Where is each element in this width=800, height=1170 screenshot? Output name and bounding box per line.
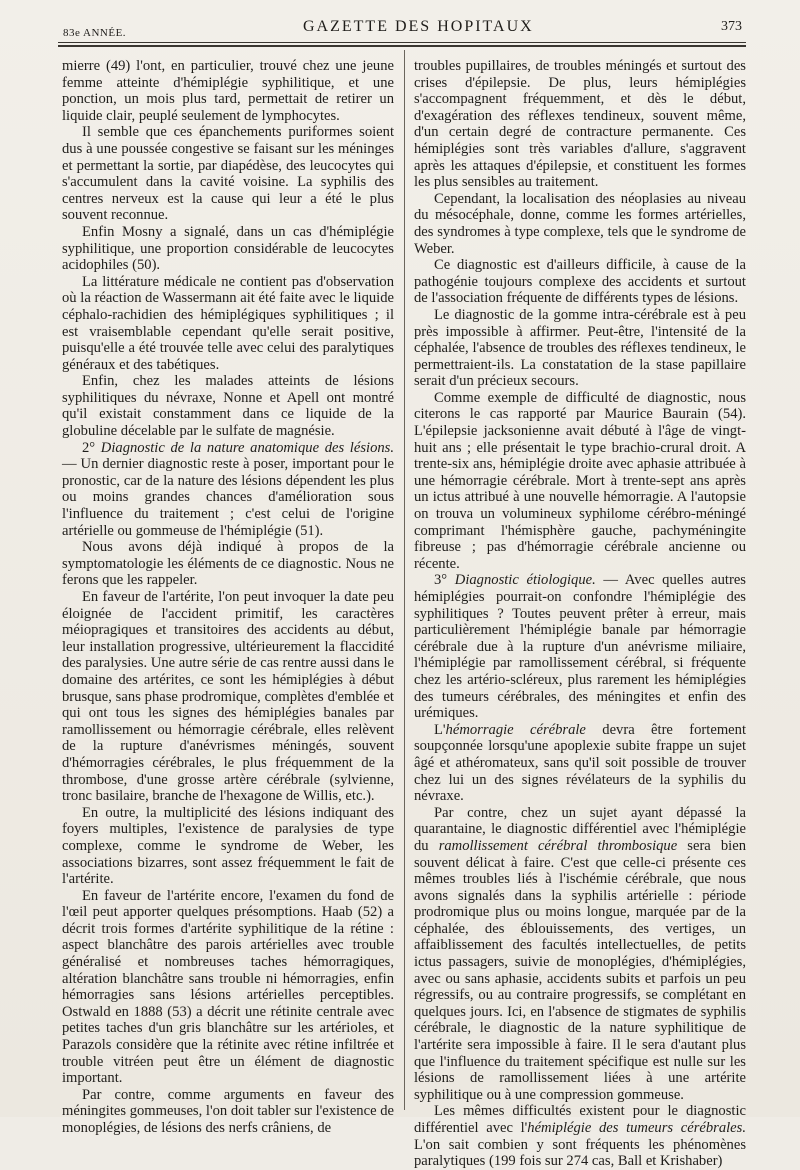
header-rule <box>58 42 746 43</box>
paragraph: troubles pupillaires, de troubles méningés et surtout des crises d'épilepsie. De plus, leurs hémiplégies s'accompagnent fréquemment, et dès le début, d'exagération des réflexes tendineux, souvent même, d'un certain degré de contracture permanente. Ces hémiplégies sont très variables d'allure, s'aggravent après les attaques d'épilepsie, et constituent les formes les plus sensibles au traitement. <box>414 58 746 191</box>
page-number: 373 <box>721 19 742 34</box>
paragraph: La littérature médicale ne contient pas d'observation où la réaction de Wassermann ait été faite avec le liquide céphalo-rachidien des hémiplégiques syphilitiques ; il est vraisemblable cependant qu'elle serait positive, puisqu'elle a été trouvée telle avec celui des paralytiques généraux et des tabétiques. <box>62 273 394 373</box>
paragraph: Par contre, comme arguments en faveur des méningites gommeuses, l'on doit tabler sur l'existence de monoplégies, de lésions des nerfs crâniens, de <box>62 1086 394 1136</box>
paragraph: Par contre, chez un sujet ayant dépassé la quarantaine, le diagnostic différentiel avec l'hémiplégie du ramollissement cérébral thrombosique sera bien souvent délicat à faire. C'est que celle-ci présente ces mêmes troubles liés à l'ischémie cérébrale, que nous avons signalés dans la syphilis artérielle : période prodromique plus ou moins longue, marquée par de la céphalée, des éblouissements, des vertiges, un affaiblissement des facultés intellectuelles, de petits ictus passagers, suivie de monoplégies, d'hémiplégies, avec ou sans aphasie, accidents subits et parfois un peu régressifs, ou au contraire progressifs, se complétant en quelques jours. Ici, en l'absence de stigmates de syphilis cérébrale, le diagnostic de la nature syphilitique de l'artérite sera impossible à faire. Il le sera d'autant plus que l'influence du traitement spécifique est nulle sur les lésions de ramollissement liées à une artérite syphilitique ou à une compression gommeuse. <box>414 804 746 1103</box>
paragraph: Nous avons déjà indiqué à propos de la symptomatologie les éléments de ce diagnostic. Nous ne ferons que les rappeler. <box>62 539 394 589</box>
paragraph: Enfin, chez les malades atteints de lésions syphilitiques du névraxe, Nonne et Apell ont montré qu'il existait constamment dans ce liquide de la globuline décelable par le sulfate de magnésie. <box>62 373 394 440</box>
paragraph: Comme exemple de difficulté de diagnostic, nous citerons le cas rapporté par Maurice Baurain (54). L'épilepsie jacksonienne avait débuté à l'âge de vingt-huit ans ; elle présentait le type brachio-crural droit. A trente-six ans, hémiplégie droite avec aphasie attribuée à une hémorragie cérébrale. Mort à trente-sept ans après un ictus attribué à une nouvelle hémorragie. A l'autopsie on trouva un volumineux syphilome cérébro-méningé comprimant l'hémisphère gauche, pachyméningite fibreuse ; pas d'hémorragie cérébrale ancienne ou récente. <box>414 389 746 572</box>
paragraph: 3° Diagnostic étiologique. — Avec quelles autres hémiplégies pourrait-on confondre l'hémiplégie des syphilitiques ? Toutes peuvent prêter à erreur, mais particulièrement l'hémiplégie banale par hémorragie cérébrale due à la rupture d'un anévrisme miliaire, l'hémiplégie par ramollissement cérébral, si fréquente chez les artério-scléreux, plus rarement les hémiplégies des tumeurs cérébrales, des méningites et enfin des urémiques. <box>414 572 746 722</box>
paragraph: Le diagnostic de la gomme intra-cérébrale est à peu près impossible à affirmer. Peut-être, l'intensité de la céphalée, l'absence de troubles des réflexes tendineux, le permettraient-ils. La constatation de la stase papillaire serait d'un précieux secours. <box>414 306 746 390</box>
page-header <box>58 16 748 44</box>
column-divider <box>404 50 405 1110</box>
paragraph: Les mêmes difficultés existent pour le diagnostic différentiel avec l'hémiplégie des tumeurs cérébrales. L'on sait combien y sont fréquents les phénomènes paralytiques (199 fois sur 274 cas, Ball et Krishaber) <box>414 1103 746 1170</box>
right-column <box>414 58 746 1170</box>
paragraph: En faveur de l'artérite, l'on peut invoquer la date peu éloignée de l'accident primitif, les caractères méiopragiques et transitoires des accidents au début, leur installation progressive, ultérieurement la flaccidité des paralysies. Une autre série de cas rentre aussi dans le domaine des artérites, ce sont les hémiplégies à début brusque, sans phase prodromique, complètes d'emblée et qui ont tous les signes des hémiplégies banales par ramollissement ou hémorragie cérébrale, elles relèvent de la rupture d'anévrismes méningés, souvent d'hémorragies cérébrales, le plus fréquemment de la thrombose, d'une grosse artère cérébrale (sylvienne, tronc basilaire, branche de l'hexagone de Willis, etc.). <box>62 589 394 805</box>
issue-label: 83e ANNÉE. <box>63 27 127 39</box>
left-column <box>62 58 394 1137</box>
paragraph: Ce diagnostic est d'ailleurs difficile, à cause de la pathogénie toujours complexe des accidents et surtout de l'association fréquente de différents types de lésions. <box>414 257 746 307</box>
paragraph: En faveur de l'artérite encore, l'examen du fond de l'œil peut apporter quelques présomptions. Haab (52) a décrit trois formes d'artérite syphilitique de la rétine : aspect blanchâtre des parois artérielles avec trouble généralisé et nombreuses taches hémorragiques, altération blanchâtre sans trouble ni hémorragies, enfin hémorragies sans lésions artérielles perceptibles. Ostwald en 1888 (53) a décrit une rétinite centrale avec petites taches d'un gris blanchâtre sur les artérioles, et Parazols considère que la rétinite avec rétine infiltrée et trouble vitréen peut être un élément de diagnostic important. <box>62 887 394 1087</box>
paragraph: 2° Diagnostic de la nature anatomique des lésions. — Un dernier diagnostic reste à poser, important pour le pronostic, car de la nature des lésions dépendent les plus ou moins grandes chances d'amélioration sous l'influence du traitement ; c'est celui de l'origine artérielle ou gommeuse de l'hémiplégie (51). <box>62 439 394 539</box>
journal-title: GAZETTE DES HOPITAUX <box>303 18 534 35</box>
paragraph: Il semble que ces épanchements puriformes soient dus à une poussée congestive se faisant sur les méninges et permettant la sortie, par diapédèse, des leucocytes qui s'accumulent dans la cavité voisine. La syphilis des centres nerveux est la cause qui leur a été le plus souvent reconnue. <box>62 124 394 224</box>
paragraph: Enfin Mosny a signalé, dans un cas d'hémiplégie syphilitique, une proportion considérable de leucocytes acidophiles (50). <box>62 223 394 274</box>
paragraph: En outre, la multiplicité des lésions indiquant des foyers multiples, l'existence de paralysies de type complexe, comme le syndrome de Weber, les associations bizarres, sont assez fréquemment le fait de l'artérite. <box>62 804 394 888</box>
header-rule-thick <box>58 45 746 47</box>
paragraph: L'hémorragie cérébrale devra être fortement soupçonnée lorsqu'une apoplexie subite frappe un sujet âgé et athéromateux, sans qu'il soit possible de trouver chez lui un des signes révélateurs de la syphilis du névraxe. <box>414 721 746 805</box>
paragraph: Cependant, la localisation des néoplasies au niveau du mésocéphale, donne, comme les formes artérielles, des syndromes à type complexe, tels que le syndrome de Weber. <box>414 190 746 257</box>
paragraph: mierre (49) l'ont, en particulier, trouvé chez une jeune femme atteinte d'hémiplégie syphilitique, et une ponction, un mois plus tard, permettait de retirer un liquide clair, peuplé seulement de lymphocytes. <box>62 58 394 124</box>
